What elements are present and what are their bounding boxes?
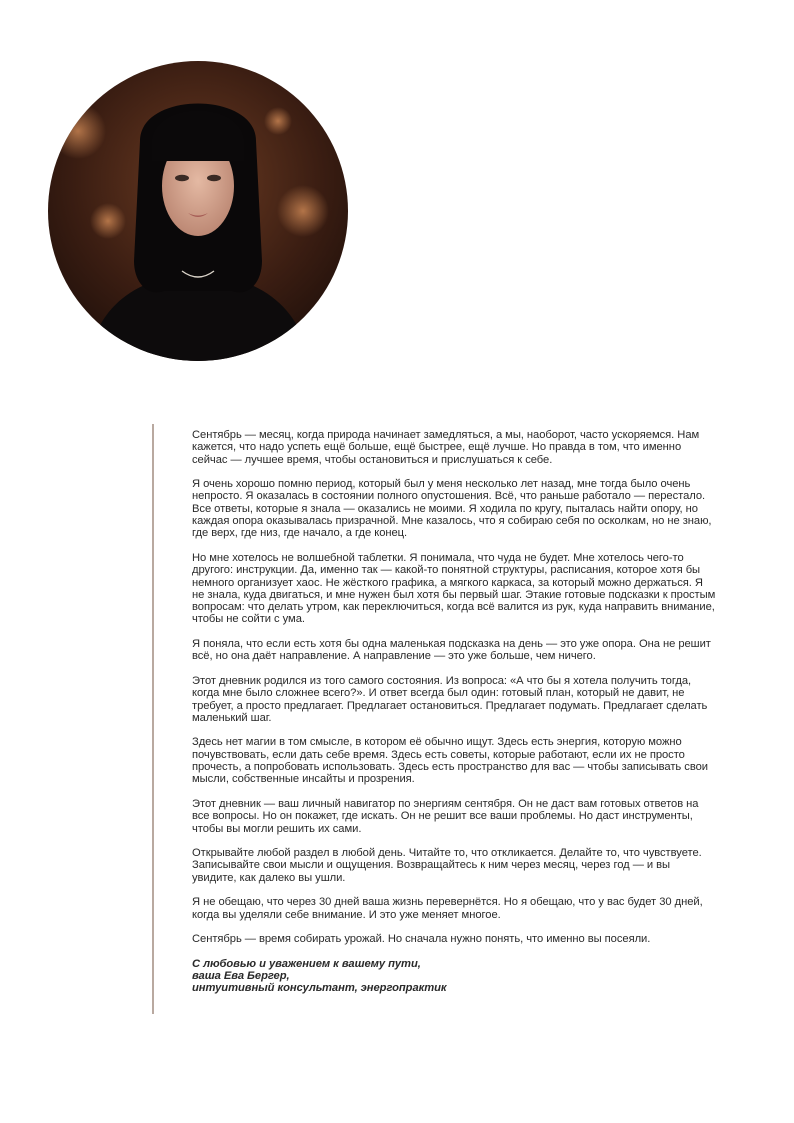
- signature-line: С любовью и уважением к вашему пути,: [192, 957, 421, 970]
- paragraph: Этот дневник родился из того самого состояния. Из вопроса: «А что бы я хотела получить тогда, когда мне было сложнее всего?». И ответ всегда был один: готовый план, который не давит, не требует, а просто предлагает. Предлагает остановиться. Предлагает подумать. Предлагает сделать маленький шаг.: [192, 674, 708, 724]
- paragraph: Этот дневник — ваш личный навигатор по энергиям сентября. Он не даст вам готовых ответов на все вопросы. Но он покажет, где искать. Он не решит все ваши проблемы. Но даст инструменты, чтобы вы могли решить их сами.: [192, 797, 699, 835]
- paragraph: Здесь нет магии в том смысле, в котором её обычно ищут. Здесь есть энергия, которую можно почувствовать, если дать себе время. Здесь есть советы, которые работают, если их не просто прочесть, а попробовать использовать. Здесь есть пространство для вас — чтобы записывать свои мысли, собственные инсайты и прозрения.: [192, 736, 708, 786]
- paragraph: Я очень хорошо помню период, который был у меня несколько лет назад, мне тогда было очень непросто. Я оказалась в состоянии полного опустошения. Всё, что раньше работало — перестало. Все ответы, которые я знала — оказались не моими. Я ходила по кругу, пыталась найти опору, но каждая опора оказывалась призрачной. Мне казалось, что я собираю себя по осколкам, но не знаю, где верх, где низ, где начало, а где конец.: [192, 478, 712, 540]
- paragraph: Открывайте любой раздел в любой день. Читайте то, что откликается. Делайте то, что чувствуете. Записывайте свои мысли и ощущения. Возвращайтесь к ним через месяц, через год — и вы увидите, как далеко вы ушли.: [192, 847, 702, 884]
- vertical-divider: [152, 424, 154, 1014]
- signature: [192, 958, 717, 995]
- paragraph: Сентябрь — время собирать урожай. Но сначала нужно понять, что именно вы посеяли.: [192, 933, 651, 946]
- signature-line: ваша Ева Бергер,: [192, 970, 290, 983]
- paragraph: Сентябрь — месяц, когда природа начинает замедляться, а мы, наоборот, часто ускоряемся. Нам кажется, что надо успеть ещё больше, ещё быстрее, ещё лучше. Но правда в том, что именно сейчас — лучшее время, чтобы остановиться и прислушаться к себе.: [192, 429, 700, 466]
- paragraph: Я поняла, что если есть хотя бы одна маленькая подсказка на день — это уже опора. Она не решит всё, но она даёт направление. А направление — это уже больше, чем ничего.: [192, 638, 711, 663]
- paragraph: Я не обещаю, что через 30 дней ваша жизнь перевернётся. Но я обещаю, что у вас будет 30 дней, когда вы уделяли себе внимание. И это уже меняет многое.: [192, 896, 703, 921]
- woman-portrait-icon: [48, 61, 348, 361]
- signature-line: интуитивный консультант, энергопрактик: [192, 982, 447, 995]
- paragraph: Но мне хотелось не волшебной таблетки. Я понимала, что чуда не будет. Мне хотелось чего-то другого: инструкции. Да, именно так — какой-то понятной структуры, расписания, которое хотя бы немного организует хаос. Не жёсткого графика, а мягкого каркаса, за который можно держаться. Я не знала, куда двигаться, и мне нужен был хотя бы первый шаг. Этакие готовые подсказки к простым вопросам: что делать утром, как переключиться, когда всё валится из рук, куда направить внимание, чтобы не сойти с ума.: [192, 551, 716, 626]
- letter-body: [192, 429, 717, 995]
- author-portrait-photo: [48, 61, 348, 361]
